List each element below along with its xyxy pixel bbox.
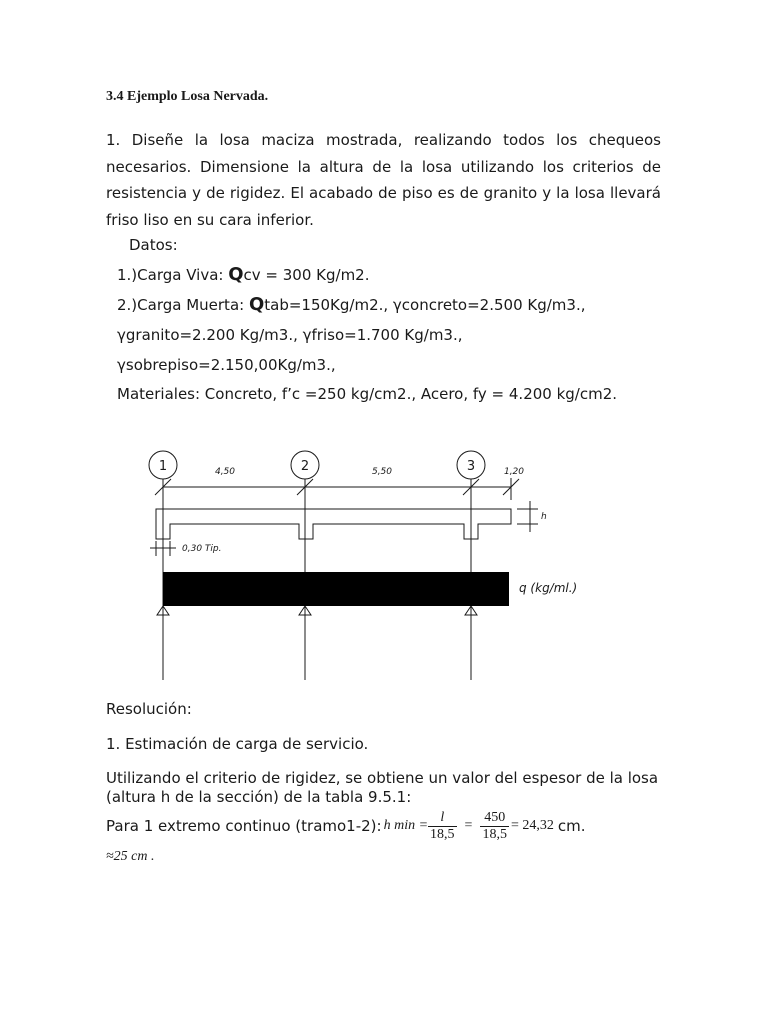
formula-unit: cm.	[557, 817, 586, 835]
formula-frac1-den: 18,5	[430, 826, 455, 842]
gamma-line-2: γsobrepiso=2.150,00Kg/m3.,	[117, 356, 336, 374]
load-label: q (kg/ml.)	[519, 581, 578, 595]
formula-frac2-num: 450	[484, 809, 506, 825]
carga-viva-value: cv = 300 Kg/m2.	[243, 266, 370, 284]
carga-muerta-symbol: Q	[248, 294, 265, 315]
formula-eq: =	[464, 818, 473, 833]
resolution-title: Resolución:	[106, 700, 192, 718]
slab-section	[156, 509, 511, 539]
carga-muerta-value: tab=150Kg/m2., γconcreto=2.500 Kg/m3.,	[264, 296, 586, 314]
formula-prefix: Para 1 extremo continuo (tramo1-2):	[106, 817, 382, 835]
resolution-step1: 1. Estimación de carga de servicio.	[106, 735, 369, 753]
span-label-2: 5,50	[371, 467, 393, 477]
formula-fraction-2	[480, 810, 509, 843]
section-heading: 3.4 Ejemplo Losa Nervada.	[106, 89, 269, 104]
carga-muerta-prefix: 2.)Carga Muerta:	[117, 296, 249, 314]
distributed-load-block	[163, 572, 509, 606]
axis-label-3: 3	[466, 459, 476, 474]
carga-viva-prefix: 1.)Carga Viva:	[117, 266, 229, 284]
formula-line	[106, 806, 585, 846]
formula-lhs: h min =	[383, 818, 429, 833]
formula-frac1-num: l	[440, 809, 445, 825]
span-label-3: 1,20	[503, 467, 525, 477]
gamma-line-1: γgranito=2.200 Kg/m3., γfriso=1.700 Kg/m3.,	[117, 326, 463, 344]
rib-label: 0,30 Tip.	[182, 544, 222, 554]
height-label: h	[541, 512, 547, 522]
axis-label-2: 2	[300, 459, 310, 474]
problem-statement: 1. Diseñe la losa maciza mostrada, realizando todos los chequeos necesarios. Dimensione la altura de la losa utilizando los criterios de resistencia y de rigidez. El acabado de piso es de granito y la losa llevará friso liso en su cara inferior.	[106, 131, 661, 229]
axis-label-1: 1	[158, 459, 168, 474]
carga-viva-symbol: Q	[228, 264, 244, 285]
datos-label: Datos:	[129, 236, 178, 254]
approx-result: ≈25 cm .	[106, 849, 155, 864]
materiales-line: Materiales: Concreto, f’c =250 kg/cm2., Acero, fy = 4.200 kg/cm2.	[117, 385, 618, 403]
formula-fraction-1	[428, 810, 457, 843]
formula-frac2-den: 18,5	[482, 826, 507, 842]
span-label-1: 4,50	[214, 467, 236, 477]
formula-result: = 24,32	[510, 818, 554, 833]
rigidity-criterion: Utilizando el criterio de rigidez, se obtiene un valor del espesor de la losa (altura h de la sección) de la tabla 9.5.1:	[106, 769, 659, 806]
